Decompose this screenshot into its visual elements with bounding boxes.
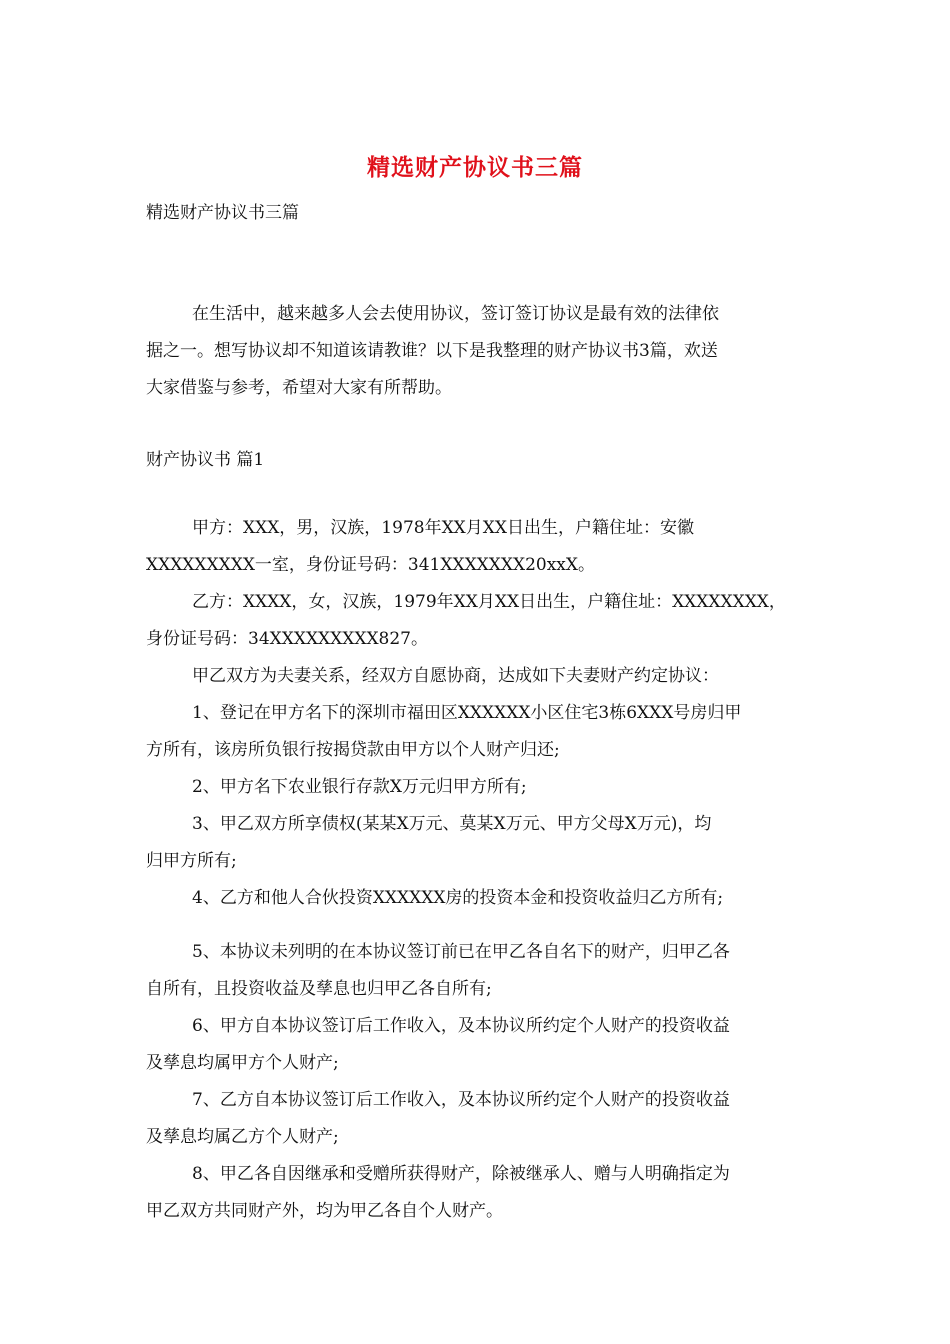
article-line: 及孳息均属乙方个人财产;	[146, 1127, 339, 1147]
party-a-line: XXXXXXXXX一室，身份证号码：341XXXXXXX20xxX。	[146, 555, 595, 575]
article-line: 自所有，且投资收益及孳息也归甲乙各自所有;	[146, 979, 492, 999]
intro-paragraph	[146, 296, 806, 407]
section-heading-text: 财产协议书 篇1	[146, 450, 265, 470]
article-line: 归甲方所有;	[146, 851, 237, 871]
document-subtitle: 精选财产协议书三篇	[146, 203, 299, 223]
article-line: 及孳息均属甲方个人财产;	[146, 1053, 339, 1073]
section-heading	[146, 442, 806, 479]
article-line: 1、登记在甲方名下的深圳市福田区XXXXXX小区住宅3栋6XXX号房归甲	[192, 703, 742, 723]
article-line: 方所有，该房所负银行按揭贷款由甲方以个人财产归还;	[146, 740, 560, 760]
article-line: 6、甲方自本协议签订后工作收入，及本协议所约定个人财产的投资收益	[192, 1016, 730, 1036]
article-line: 8、甲乙各自因继承和受赠所获得财产，除被继承人、赠与人明确指定为	[192, 1164, 730, 1184]
agreement-preamble: 甲乙双方为夫妻关系，经双方自愿协商，达成如下夫妻财产约定协议：	[192, 666, 719, 686]
article-line: 2、甲方名下农业银行存款X万元归甲方所有;	[192, 777, 527, 797]
agreement-body-continued	[146, 934, 806, 1230]
intro-line: 据之一。想写协议却不知道该请教谁？以下是我整理的财产协议书3篇，欢送	[146, 341, 718, 361]
article-line: 7、乙方自本协议签订后工作收入，及本协议所约定个人财产的投资收益	[192, 1090, 730, 1110]
agreement-body	[146, 510, 806, 917]
article-line: 甲乙双方共同财产外，均为甲乙各自个人财产。	[146, 1201, 503, 1221]
intro-line: 大家借鉴与参考，希望对大家有所帮助。	[146, 378, 452, 398]
article-line: 4、乙方和他人合伙投资XXXXXX房的投资本金和投资收益归乙方所有;	[192, 888, 724, 908]
party-b-line: 身份证号码：34XXXXXXXXX827。	[146, 629, 429, 649]
article-line: 5、本协议未列明的在本协议签订前已在甲乙各自名下的财产，归甲乙各	[192, 942, 730, 962]
party-b-line: 乙方：XXXX，女，汉族，1979年XX月XX日出生，户籍住址：XXXXXXXX，	[192, 592, 786, 612]
article-line: 3、甲乙双方所享债权(某某X万元、莫某X万元、甲方父母X万元)，均	[192, 814, 712, 834]
document-title: 精选财产协议书三篇	[367, 154, 583, 181]
party-a-line: 甲方：XXX，男，汉族，1978年XX月XX日出生，户籍住址：安徽	[192, 518, 694, 538]
intro-line: 在生活中，越来越多人会去使用协议，签订签订协议是最有效的法律依	[192, 304, 719, 324]
